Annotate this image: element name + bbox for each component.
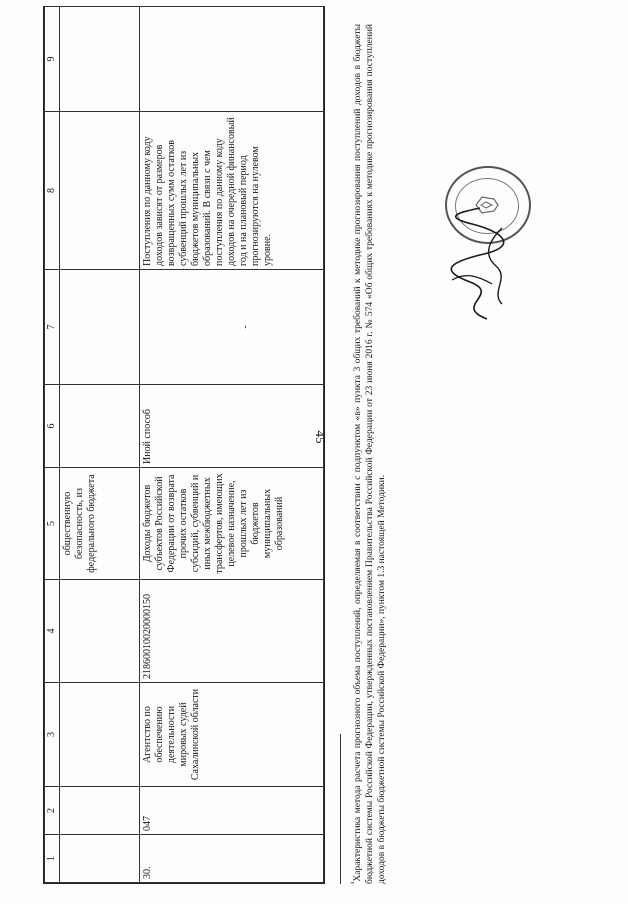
admin-code: 047 (140, 787, 324, 835)
table-cell (60, 580, 140, 683)
table-cell (60, 7, 140, 112)
rotated-page-content (0, 4, 600, 884)
col-number: 3 (45, 683, 60, 787)
col-number: 9 (45, 7, 60, 112)
footnote-separator (340, 734, 341, 884)
column-number-row (45, 7, 60, 883)
table-row (140, 7, 324, 883)
table-cell (60, 112, 140, 270)
table-cell (60, 270, 140, 385)
admin-name: Агентство по обеспечению деятельности мировых судей Сахалинской области (140, 683, 324, 787)
handwritten-signature (432, 204, 522, 324)
methodology-table (43, 6, 328, 884)
continued-income-name: общественную безопасность, из федерального бюджета (60, 468, 140, 580)
calculation-formula: - (140, 270, 324, 385)
footnote (348, 24, 396, 884)
table-cell (60, 787, 140, 835)
footnote-marker: ¹ (349, 881, 358, 884)
calculation-method: Иной способ (140, 385, 324, 468)
col-number: 2 (45, 787, 60, 835)
continuation-row (60, 7, 140, 883)
table-cell (60, 385, 140, 468)
table-cell (140, 7, 324, 112)
row-number: 30. (140, 835, 324, 883)
col-number: 1 (45, 835, 60, 883)
table-cell (60, 835, 140, 883)
col-number: 7 (45, 270, 60, 385)
footnote-text: Характеристика метода расчета прогнозного объема поступлений, определяемая в соответствии с подпунктом «в» пункта 3 общих требований к методике прогнозирования поступлений доходов в бюджеты бюджетной системы Российской Федерации, утвержденных постановлением Правительства Российской Федерации от 23 июня 2016 г. № 574 «Об общих требованиях к методике прогнозирования поступлений доходов в бюджеты бюджетной системы Российской Федерации», пунктом 1.3 настоящей Методики. (353, 24, 388, 884)
table-cell (60, 683, 140, 787)
budget-classification-code: 21860010020000150 (140, 580, 324, 683)
col-number: 8 (45, 112, 60, 270)
col-number: 5 (45, 468, 60, 580)
col-number: 6 (45, 385, 60, 468)
income-name: Доходы бюджетов субъектов Российской Федерации от возврата прочих остатков субсидий, субвенций и иных межбюджетных трансфертов, имеющих целевое назначение, прошлых лет из бюджетов муниципальных образований (140, 468, 324, 580)
col-number: 4 (45, 580, 60, 683)
algorithm-description: Поступления по данному коду доходов зависят от размеров возвращенных сумм остатков субвенций прошлых лет из бюджетов муниципальных образований. В связи с чем поступления по данному коду доходов на очередной финансовый год и на плановый период прогнозируются на нулевом уровне. (140, 112, 324, 270)
page-number: 45 (313, 430, 328, 444)
